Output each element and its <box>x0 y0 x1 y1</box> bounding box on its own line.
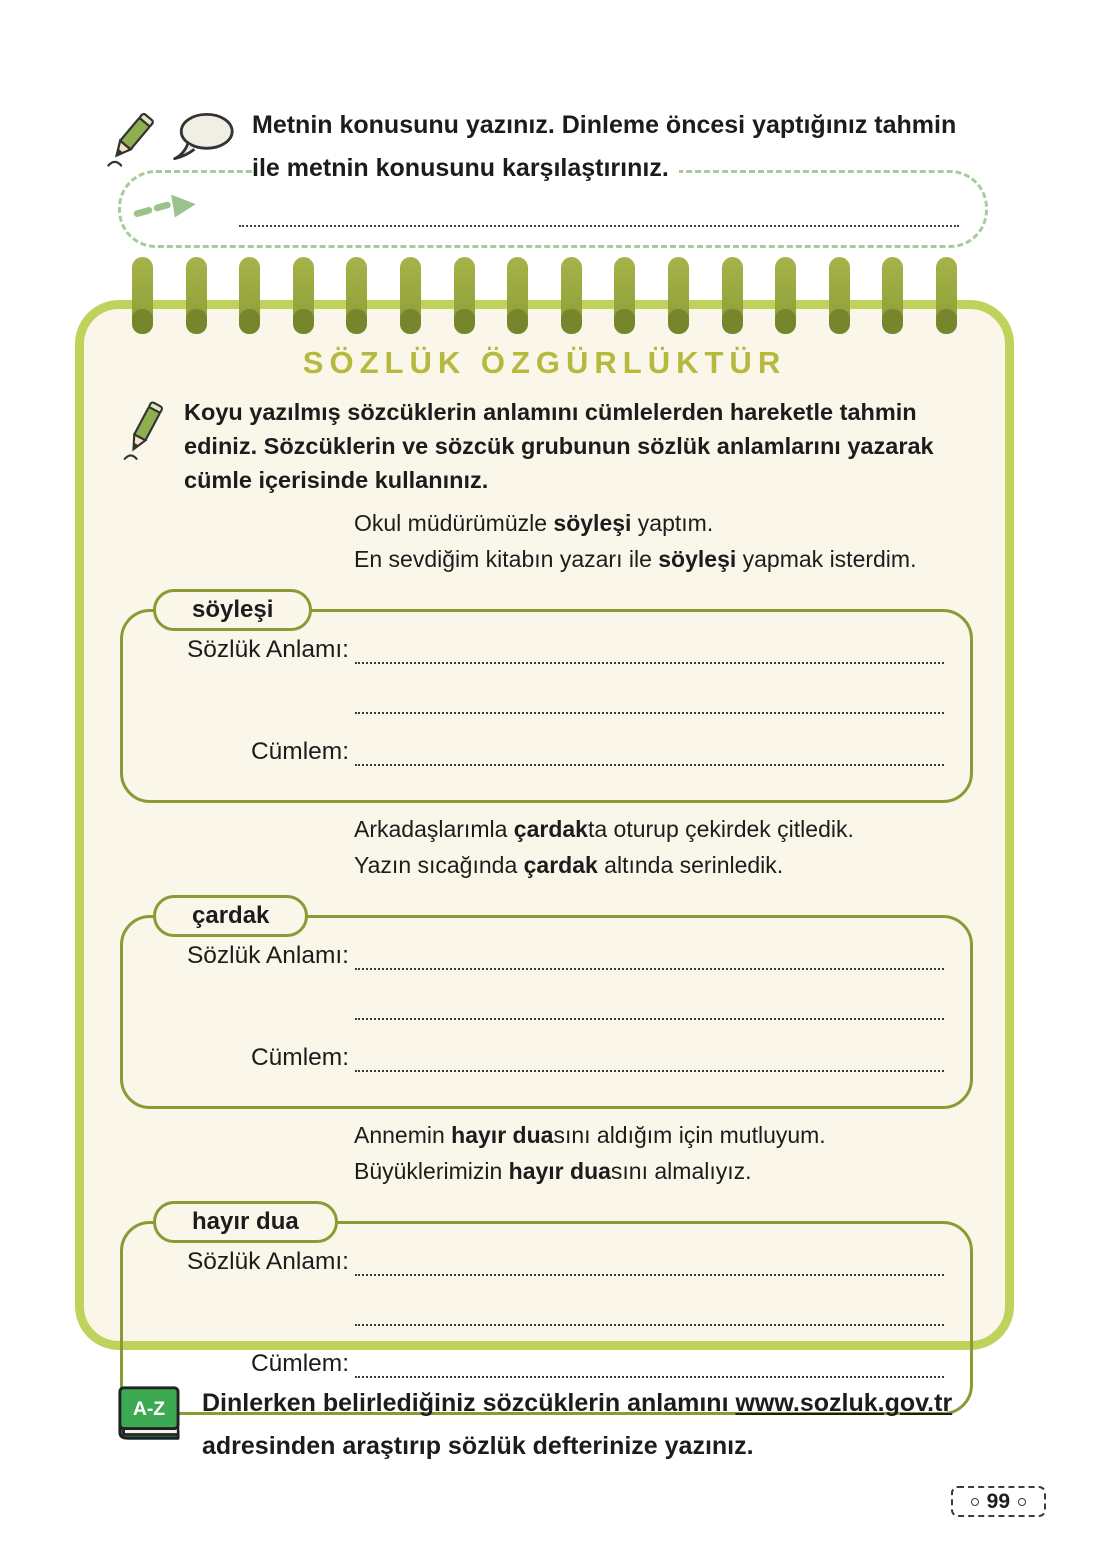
top-task-line1: Metnin konusunu yazınız. Dinleme öncesi yaptığınız tahmin <box>252 111 957 139</box>
spiral-ring <box>346 257 367 333</box>
meaning-label: Sözlük Anlamı: <box>186 1248 349 1275</box>
meaning-line-2[interactable] <box>355 688 944 714</box>
page-number <box>951 1486 1046 1517</box>
sentence-text: ta oturup çekirdek çitledik. <box>587 816 854 842</box>
word-box <box>120 596 973 803</box>
spiral-ring <box>614 257 635 333</box>
example-sentence <box>354 541 983 577</box>
meaning-line-2[interactable] <box>355 1300 944 1326</box>
spiral-ring <box>454 257 475 333</box>
example-sentence <box>354 505 983 541</box>
sentence-text: altında serinledik. <box>597 852 784 878</box>
page-title: SÖZLÜK ÖZGÜRLÜKTÜR <box>302 345 787 380</box>
sentence-text: sını aldığım için mutluyum. <box>553 1122 826 1148</box>
sentence-label: Cümlem: <box>250 1350 349 1377</box>
example-sentences <box>354 811 983 883</box>
footer-text-pre: Dinlerken belirlediğiniz sözcüklerin anlamını <box>202 1389 736 1417</box>
sentence-label: Cümlem: <box>250 738 349 765</box>
spiral-ring <box>507 257 528 333</box>
spiral-ring <box>775 257 796 333</box>
example-sentences <box>354 505 983 577</box>
spiral-rings <box>132 257 957 333</box>
example-sentence <box>354 1117 983 1153</box>
footer-note <box>110 1382 1082 1468</box>
spiral-ring <box>882 257 903 333</box>
example-sentence <box>354 811 983 847</box>
spiral-ring <box>668 257 689 333</box>
meaning-line[interactable] <box>355 944 944 970</box>
sentence-bold-word: söyleşi <box>553 510 632 536</box>
spiral-ring <box>132 257 153 333</box>
word-tab: hayır dua <box>153 1201 338 1243</box>
sentence-text: yaptım. <box>631 510 714 536</box>
sentence-text: Yazın sıcağında <box>354 852 524 878</box>
spiral-ring <box>186 257 207 333</box>
top-task-line2: ile metnin konusunu karşılaştırınız. <box>252 147 679 202</box>
spiral-ring <box>293 257 314 333</box>
top-task-icons <box>103 108 235 179</box>
footer-text-post: adresinden araştırıp sözlük defterinize yazınız. <box>202 1432 754 1460</box>
spiral-ring <box>239 257 260 333</box>
dictionary-icon <box>110 1382 186 1451</box>
sentence-line[interactable] <box>355 1352 944 1378</box>
sentence-text: En sevdiğim kitabın yazarı ile <box>354 546 659 572</box>
pencil-icon <box>103 108 161 179</box>
meaning-line-2[interactable] <box>355 994 944 1020</box>
word-box <box>120 902 973 1109</box>
page-number-value: 99 <box>986 1490 1010 1513</box>
sentence-line[interactable] <box>355 740 944 766</box>
spiral-ring <box>829 257 850 333</box>
meaning-line[interactable] <box>355 1250 944 1276</box>
spiral-ring <box>561 257 582 333</box>
meaning-label: Sözlük Anlamı: <box>186 636 349 663</box>
spiral-ring <box>936 257 957 333</box>
sentence-text: sını almalıyız. <box>610 1158 752 1184</box>
notebook <box>75 300 1014 1377</box>
answer-line[interactable] <box>239 225 959 227</box>
example-sentence <box>354 1153 983 1189</box>
top-task-text <box>252 104 956 202</box>
sentence-text: Büyüklerimizin <box>354 1158 509 1184</box>
footer-text <box>202 1382 1082 1468</box>
instruction-block <box>106 395 983 497</box>
word-tab: çardak <box>153 895 308 937</box>
pencil-icon <box>118 395 172 497</box>
speech-bubble-icon <box>169 108 235 179</box>
sentence-bold-word: hayır dua <box>451 1122 554 1148</box>
sentence-line[interactable] <box>355 1046 944 1072</box>
example-sentence <box>354 847 983 883</box>
instruction-text: Koyu yazılmış sözcüklerin anlamını cümlelerden hareketle tahmin ediniz. Sözcüklerin ve sözcük grubunun sözlük anlamlarını yazarak cümle içerisinde kullanınız. <box>184 399 934 493</box>
sentence-bold-word: söyleşi <box>658 546 737 572</box>
sentence-text: Arkadaşlarımla <box>354 816 514 842</box>
example-sentences <box>354 1117 983 1189</box>
dashed-arrow-icon <box>131 189 217 230</box>
spiral-ring <box>400 257 421 333</box>
meaning-line[interactable] <box>355 638 944 664</box>
word-tab: söyleşi <box>153 589 312 631</box>
spiral-ring <box>722 257 743 333</box>
sentence-text: yapmak isterdim. <box>736 546 917 572</box>
sentence-label: Cümlem: <box>250 1044 349 1071</box>
meaning-label: Sözlük Anlamı: <box>186 942 349 969</box>
sentence-text: Annemin <box>354 1122 452 1148</box>
sozluk-link[interactable]: www.sozluk.gov.tr <box>735 1389 953 1417</box>
sentence-bold-word: hayır dua <box>508 1158 611 1184</box>
sentence-bold-word: çardak <box>513 816 588 842</box>
sentence-bold-word: çardak <box>523 852 598 878</box>
sentence-text: Okul müdürümüzle <box>354 510 554 536</box>
dictionary-icon-label: A-Z <box>132 1397 166 1420</box>
